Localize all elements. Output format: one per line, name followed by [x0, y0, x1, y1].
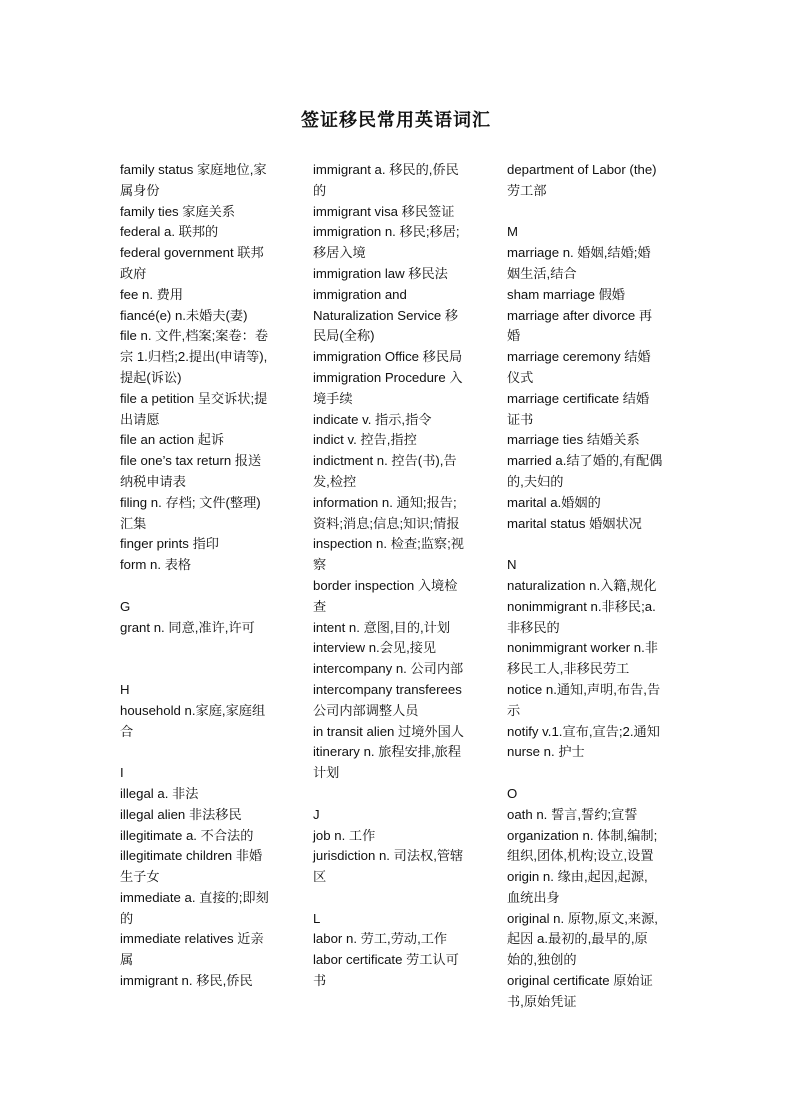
vocab-line: 书: [313, 973, 327, 989]
vocab-line: illegal a. 非法: [120, 785, 199, 801]
vocab-line: job n. 工作: [313, 827, 376, 843]
vocab-line: 区: [313, 869, 327, 885]
vocab-line: immigrant visa 移民签证: [313, 203, 455, 219]
vocab-line: finger prints 指印: [120, 536, 219, 552]
vocab-line: married a.结了婚的,有配偶: [507, 453, 663, 469]
vocab-line: 的: [120, 910, 134, 926]
vocab-line: federal a. 联邦的: [120, 224, 219, 240]
vocab-line: information n. 通知;报告;: [313, 494, 457, 510]
section-letter: I: [120, 765, 124, 781]
blank-line: [507, 763, 675, 784]
vocab-line: 婚: [507, 328, 521, 344]
vocab-line: labor certificate 劳工认可: [313, 952, 459, 968]
blank-line: [313, 784, 481, 805]
vocab-line: form n. 表格: [120, 557, 192, 573]
vocab-line: interview n.会见,接见: [313, 640, 437, 656]
vocab-line: sham marriage 假婚: [507, 286, 625, 302]
vocab-line: naturalization n.入籍,规化: [507, 577, 657, 593]
vocab-line: nurse n. 护士: [507, 744, 585, 760]
vocab-line: fiancé(e) n.未婚夫(妻): [120, 307, 248, 323]
section-letter: G: [120, 598, 131, 614]
vocab-line: notice n.通知,声明,布告,告: [507, 681, 661, 697]
vocab-line: jurisdiction n. 司法权,管辖: [313, 848, 464, 864]
vocab-line: filing n. 存档; 文件(整理): [120, 494, 261, 510]
vocab-line: 非移民的: [507, 619, 560, 635]
vocab-line: illegitimate children 非婚: [120, 848, 263, 864]
vocab-line: marriage after divorce 再: [507, 307, 653, 323]
vocab-line: 示: [507, 702, 521, 718]
vocab-line: illegal alien 非法移民: [120, 806, 242, 822]
vocab-line: immediate relatives 近亲: [120, 931, 264, 947]
vocab-line: 提起(诉讼): [120, 369, 182, 385]
vocab-line: file n. 文件,档案;案卷：卷: [120, 328, 269, 344]
vocab-line: 发,检控: [313, 473, 357, 489]
vocab-line: 纳税申请表: [120, 473, 186, 489]
vocab-line: federal government 联邦: [120, 245, 264, 261]
vocab-line: 属身份: [120, 182, 160, 198]
vocab-line: oath n. 誓言,誓约;宣誓: [507, 806, 638, 822]
vocab-line: 宗 1.归档;2.提出(申请等),: [120, 349, 268, 365]
vocab-line: 移居入境: [313, 245, 366, 261]
vocab-line: notify v.1.宣布,宣告;2.通知: [507, 723, 660, 739]
section-letter: N: [507, 557, 517, 573]
section-letter: M: [507, 224, 518, 240]
blank-line: [120, 659, 288, 680]
vocab-line: grant n. 同意,准许,许可: [120, 619, 255, 635]
vocab-line: 政府: [120, 265, 147, 281]
section-letter: J: [313, 806, 320, 822]
vocab-line: 计划: [313, 765, 340, 781]
vocab-line: 血统出身: [507, 889, 560, 905]
vocab-line: nonimmigrant worker n.非: [507, 640, 658, 656]
vocab-line: marriage ties 结婚关系: [507, 432, 640, 448]
vocab-line: 属: [120, 952, 134, 968]
blank-line: [507, 202, 675, 223]
vocab-line: 察: [313, 557, 327, 573]
vocab-line: in transit alien 过境外国人: [313, 723, 464, 739]
vocab-line: marriage ceremony 结婚: [507, 349, 651, 365]
vocab-line: marriage n. 婚姻,结婚;婚: [507, 245, 651, 261]
vocab-line: household n.家庭,家庭组: [120, 702, 266, 718]
vocab-line: indictment n. 控告(书),告: [313, 453, 457, 469]
vocab-line: immigration law 移民法: [313, 265, 448, 281]
vocab-line: 劳工部: [507, 182, 547, 198]
vocab-line: nonimmigrant n.非移民;a.: [507, 598, 656, 614]
vocab-column-1: [120, 160, 288, 992]
vocab-line: immigration and: [313, 286, 407, 302]
vocab-line: intent n. 意图,目的,计划: [313, 619, 451, 635]
vocab-line: 汇集: [120, 515, 147, 531]
blank-line: [120, 742, 288, 763]
vocab-line: original n. 原物,原文,来源,: [507, 910, 658, 926]
vocab-line: itinerary n. 旅程安排,旅程: [313, 744, 462, 760]
vocab-line: 查: [313, 598, 327, 614]
vocab-line: 的: [313, 182, 327, 198]
vocab-line: Naturalization Service 移: [313, 307, 459, 323]
vocab-line: marital status 婚姻状况: [507, 515, 642, 531]
vocab-line: original certificate 原始证: [507, 973, 653, 989]
vocab-line: 姻生活,结合: [507, 265, 577, 281]
page-title: 签证移民常用英语词汇: [301, 110, 491, 131]
blank-line: [120, 576, 288, 597]
vocab-line: 证书: [507, 411, 534, 427]
vocab-line: inspection n. 检查;监察;视: [313, 536, 464, 552]
vocab-line: 的,夫妇的: [507, 473, 564, 489]
vocab-line: organization n. 体制,编制;: [507, 827, 658, 843]
vocab-line: family status 家庭地位,家: [120, 162, 267, 177]
section-letter: H: [120, 681, 130, 697]
vocab-line: 出请愿: [120, 411, 160, 427]
vocab-column-2: [313, 160, 481, 992]
vocab-line: immigrant n. 移民,侨民: [120, 973, 253, 989]
vocab-line: intercompany n. 公司内部: [313, 661, 464, 677]
vocab-line: immigration Office 移民局: [313, 349, 463, 365]
vocab-line: marriage certificate 结婚: [507, 390, 650, 406]
vocab-line: 境手续: [313, 390, 353, 406]
vocab-line: 资料;消息;信息;知识;情报: [313, 515, 460, 531]
vocab-line: indicate v. 指示,指令: [313, 411, 432, 427]
section-letter: L: [313, 910, 321, 926]
vocab-line: 始的,独创的: [507, 952, 577, 968]
vocab-line: intercompany transferees: [313, 681, 462, 697]
vocab-column-3: [507, 160, 675, 1013]
vocab-line: 合: [120, 723, 134, 739]
vocab-line: 仪式: [507, 369, 534, 385]
vocab-line: file an action 起诉: [120, 432, 225, 448]
vocab-line: illegitimate a. 不合法的: [120, 827, 254, 843]
vocab-line: file a petition 呈交诉状;提: [120, 390, 268, 406]
vocab-line: department of Labor (the): [507, 162, 657, 177]
blank-line: [120, 638, 288, 659]
vocab-line: origin n. 缘由,起因,起源,: [507, 869, 648, 885]
vocab-line: immigrant a. 移民的,侨民: [313, 162, 459, 177]
vocab-line: file one’s tax return 报送: [120, 453, 262, 469]
vocab-line: 起因 a.最初的,最早的,原: [507, 931, 648, 947]
vocab-line: marital a.婚姻的: [507, 494, 601, 510]
vocab-line: family ties 家庭关系: [120, 203, 236, 219]
vocab-line: fee n. 费用: [120, 286, 184, 302]
section-letter: O: [507, 785, 518, 801]
vocab-line: immigration n. 移民;移居;: [313, 224, 460, 240]
vocab-line: immigration Procedure 入: [313, 369, 463, 385]
vocab-line: labor n. 劳工,劳动,工作: [313, 931, 448, 947]
vocab-line: 公司内部调整人员: [313, 702, 419, 718]
vocab-line: indict v. 控告,指控: [313, 432, 417, 448]
vocab-line: 民局(全称): [313, 328, 375, 344]
vocab-line: 组织,团体,机构;设立,设置: [507, 848, 654, 864]
vocab-line: 生子女: [120, 869, 160, 885]
vocab-line: 移民工人,非移民劳工: [507, 661, 630, 677]
vocab-line: immediate a. 直接的;即刻: [120, 889, 269, 905]
vocab-line: border inspection 入境检: [313, 577, 458, 593]
blank-line: [507, 534, 675, 555]
blank-line: [313, 888, 481, 909]
vocab-line: 书,原始凭证: [507, 993, 577, 1009]
